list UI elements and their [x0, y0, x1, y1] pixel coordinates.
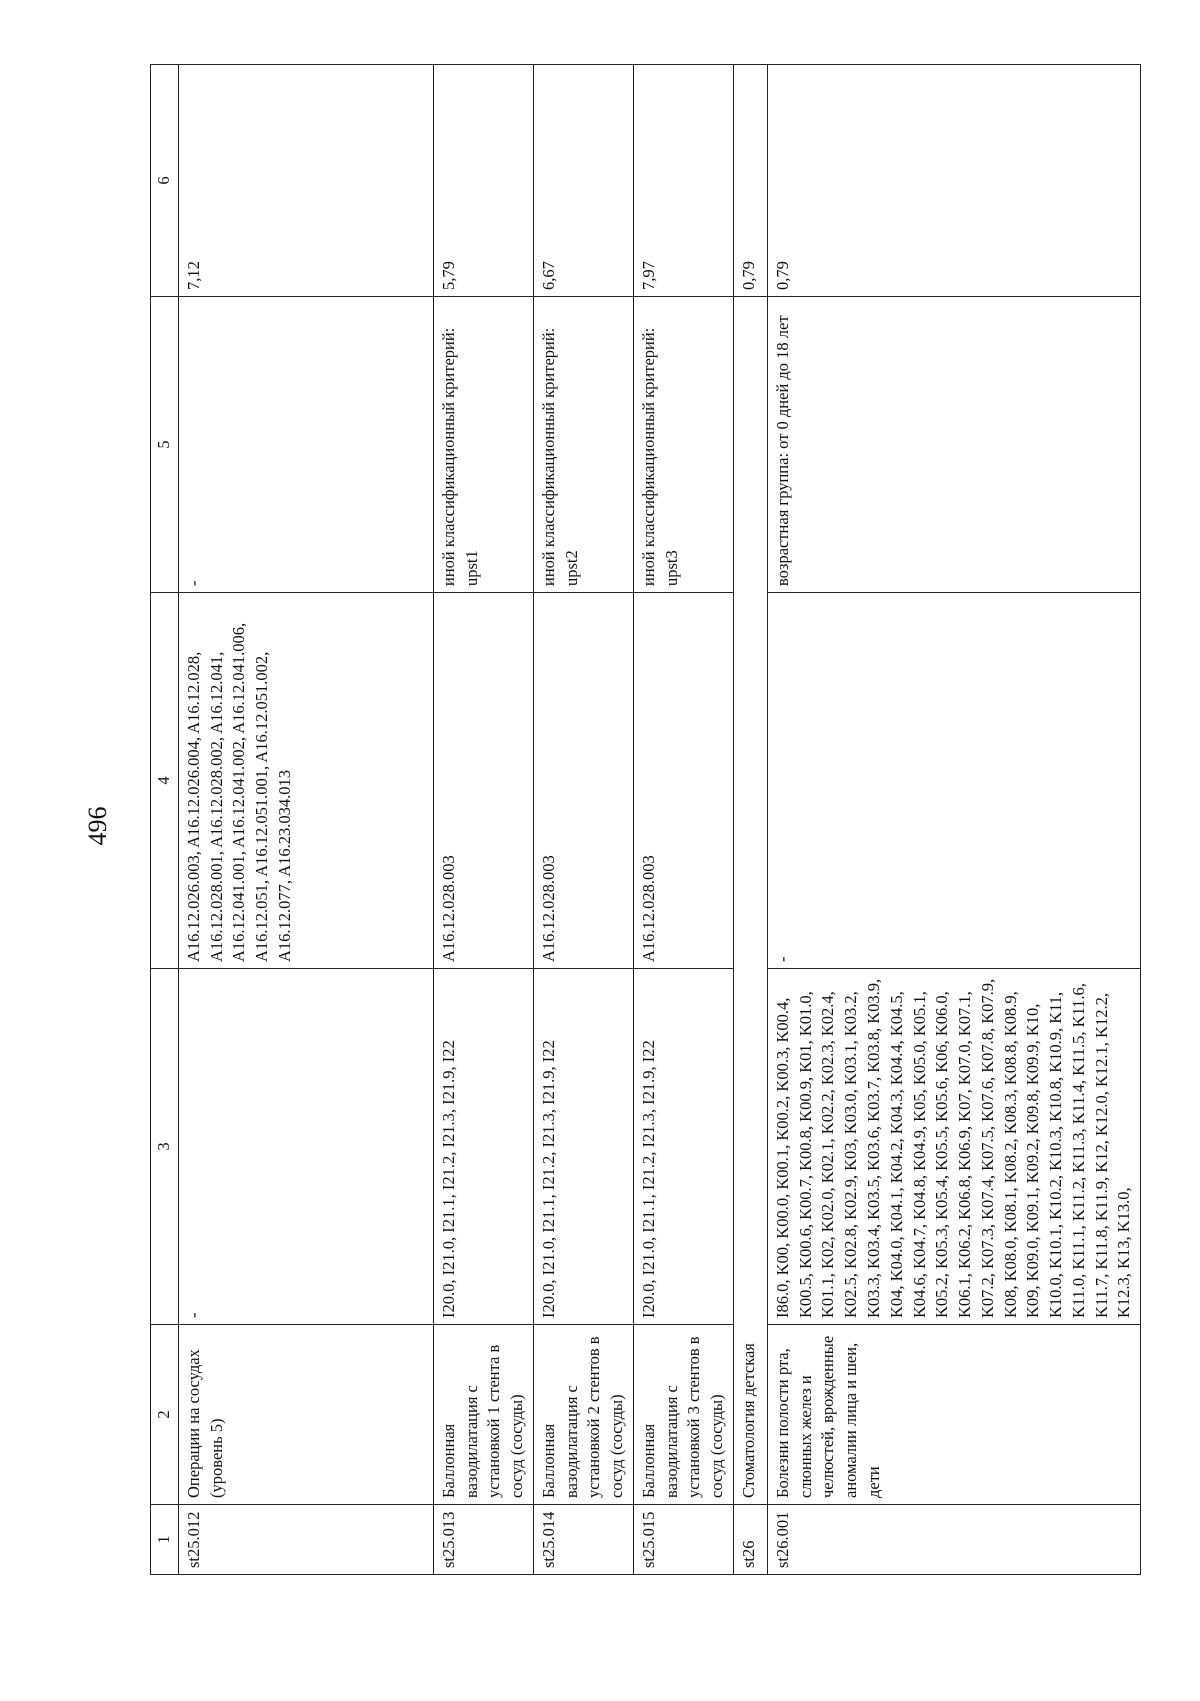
row-criteria: иной классификационный критерий: upst3	[633, 297, 733, 593]
column-header-4: 4	[151, 593, 179, 969]
row-code: st26.001	[767, 1505, 1140, 1575]
table-row	[533, 65, 633, 1575]
row-services: A16.12.026.003, A16.12.026.004, A16.12.028, A16.12.028.001, A16.12.028.002, A16.12.041, A16.12.041.001, A16.12.041.002, A16.12.041.006, A16.12.051, A16.12.051.001, A16.12.051.002, A16.12.077, A16.23.034.013	[178, 593, 433, 969]
section-row	[733, 65, 767, 1575]
row-name: Операции на сосудах (уровень 5)	[178, 1325, 433, 1505]
row-services: -	[767, 593, 1140, 969]
rotated-page-content	[150, 65, 1134, 1575]
row-coefficient: 7,12	[178, 65, 433, 297]
row-services: A16.12.028.003	[633, 593, 733, 969]
row-coefficient: 6,67	[533, 65, 633, 297]
section-coefficient: 0,79	[733, 65, 767, 297]
row-name: Болезни полости рта, слюнных желез и челюстей, врожденные аномалии лица и шеи, дети	[767, 1325, 1140, 1505]
page-number: 496	[83, 806, 112, 846]
column-header-6: 6	[151, 65, 179, 297]
row-services: A16.12.028.003	[533, 593, 633, 969]
column-header-2: 2	[151, 1325, 179, 1505]
column-header-3: 3	[151, 969, 179, 1325]
row-code: st25.014	[533, 1505, 633, 1575]
table-row	[767, 65, 1140, 1575]
row-code: st25.012	[178, 1505, 433, 1575]
row-criteria: -	[178, 297, 433, 593]
row-code: st25.013	[433, 1505, 533, 1575]
row-diagnoses: -	[178, 969, 433, 1325]
tariff-table	[150, 64, 1141, 1575]
row-name: Баллонная вазодилатация с установкой 1 стента в сосуд (сосуды)	[433, 1325, 533, 1505]
row-code: st25.015	[633, 1505, 733, 1575]
table-row	[433, 65, 533, 1575]
column-header-1: 1	[151, 1505, 179, 1575]
row-services: A16.12.028.003	[433, 593, 533, 969]
row-coefficient: 5,79	[433, 65, 533, 297]
row-diagnoses: I20.0, I21.0, I21.1, I21.2, I21.3, I21.9, I22	[433, 969, 533, 1325]
section-code: st26	[733, 1505, 767, 1575]
column-header-5: 5	[151, 297, 179, 593]
row-coefficient: 0,79	[767, 65, 1140, 297]
row-coefficient: 7,97	[633, 65, 733, 297]
row-name: Баллонная вазодилатация с установкой 2 стентов в сосуд (сосуды)	[533, 1325, 633, 1505]
table-row	[178, 65, 433, 1575]
row-diagnoses: I86.0, K00, K00.0, K00.1, K00.2, K00.3, K00.4, K00.5, K00.6, K00.7, K00.8, K00.9, K01, K01.0, K01.1, K02, K02.0, K02.1, K02.2, K02.3, K02.4, K02.5, K02.8, K02.9, K03, K03.0, K03.1, K03.2, K03.3, K03.4, K03.5, K03.6, K03.7, K03.8, K03.9, K04, K04.0, K04.1, K04.2, K04.3, K04.4, K04.5, K04.6, K04.7, K04.8, K04.9, K05, K05.0, K05.1, K05.2, K05.3, K05.4, K05.5, K05.6, K06, K06.0, K06.1, K06.2, K06.8, K06.9, K07, K07.0, K07.1, K07.2, K07.3, K07.4, K07.5, K07.6, K07.8, K07.9, K08, K08.0, K08.1, K08.2, K08.3, K08.8, K08.9, K09, K09.0, K09.1, K09.2, K09.8, K09.9, K10, K10.0, K10.1, K10.2, K10.3, K10.8, K10.9, K11, K11.0, K11.1, K11.2, K11.3, K11.4, K11.5, K11.6, K11.7, K11.8, K11.9, K12, K12.0, K12.1, K12.2, K12.3, K13, K13.0,	[767, 969, 1140, 1325]
row-criteria: возрастная группа: от 0 дней до 18 лет	[767, 297, 1140, 593]
table-row	[633, 65, 733, 1575]
row-diagnoses: I20.0, I21.0, I21.1, I21.2, I21.3, I21.9, I22	[533, 969, 633, 1325]
section-title: Стоматология детская	[733, 297, 767, 1505]
row-criteria: иной классификационный критерий: upst2	[533, 297, 633, 593]
row-diagnoses: I20.0, I21.0, I21.1, I21.2, I21.3, I21.9, I22	[633, 969, 733, 1325]
row-name: Баллонная вазодилатация с установкой 3 стентов в сосуд (сосуды)	[633, 1325, 733, 1505]
table-header-row	[151, 65, 179, 1575]
row-criteria: иной классификационный критерий: upst1	[433, 297, 533, 593]
